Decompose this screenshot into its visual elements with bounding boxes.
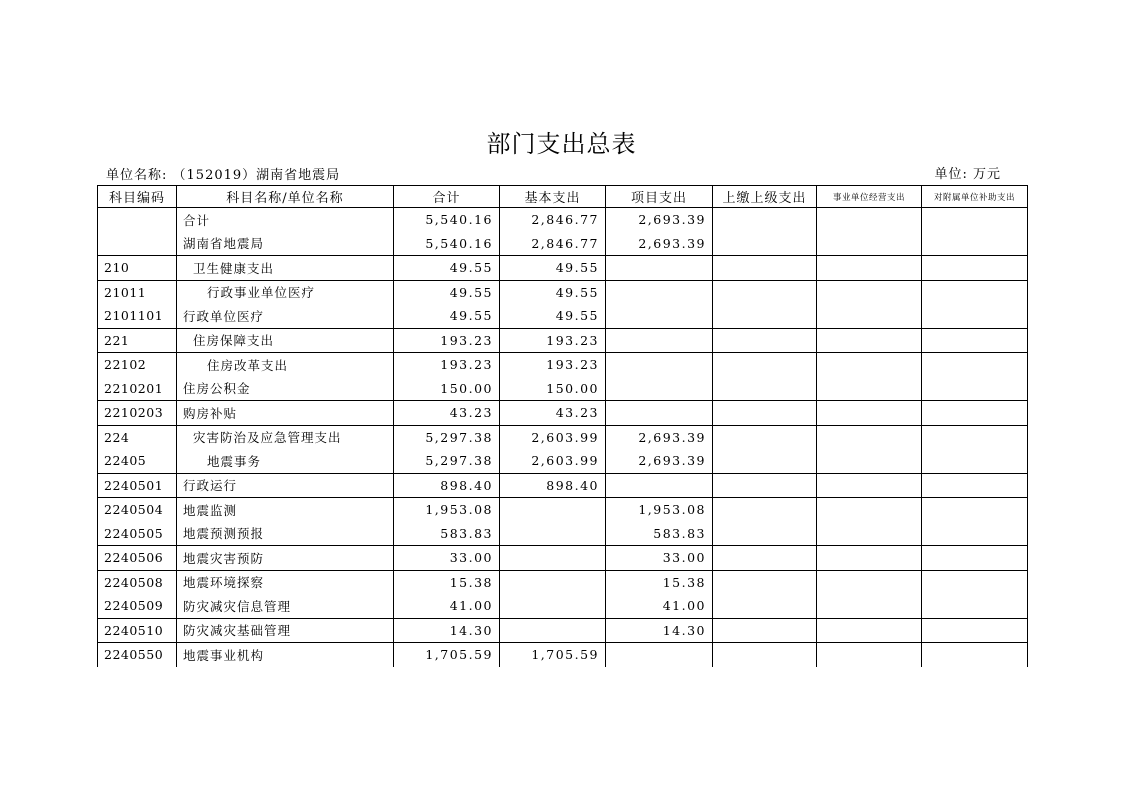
row-name: 地震事业机构: [177, 643, 394, 667]
row-name: 卫生健康支出: [177, 256, 394, 281]
col-header-upper: 上缴上级支出: [713, 186, 817, 208]
row-total: 43.23: [394, 401, 500, 426]
row-code: 2240550: [98, 643, 177, 667]
row-total: 5,540.16: [394, 232, 500, 256]
row-name: 住房改革支出: [177, 353, 394, 377]
row-total: 5,297.38: [394, 425, 500, 449]
row-upper: [713, 425, 817, 449]
row-code: 21011: [98, 280, 177, 304]
col-header-name: 科目名称/单位名称: [177, 186, 394, 208]
page-title: 部门支出总表: [486, 130, 637, 158]
row-project: 2,693.39: [606, 449, 713, 473]
row-name: 防灾减灾信息管理: [177, 594, 394, 618]
table-row: [98, 280, 1028, 304]
table-row: [98, 522, 1028, 546]
row-name: 合计: [177, 208, 394, 232]
table-row: [98, 304, 1028, 328]
table-row: [98, 570, 1028, 594]
row-code: 221: [98, 328, 177, 353]
row-subsidy: [922, 377, 1028, 401]
row-project: 33.00: [606, 546, 713, 571]
row-project: 2,693.39: [606, 232, 713, 256]
row-upper: [713, 594, 817, 618]
row-basic: [500, 570, 606, 594]
table-row: [98, 618, 1028, 643]
row-project: 41.00: [606, 594, 713, 618]
row-project: 583.83: [606, 522, 713, 546]
row-business: [817, 570, 922, 594]
row-project: [606, 473, 713, 498]
row-name: 地震监测: [177, 498, 394, 522]
row-subsidy: [922, 449, 1028, 473]
row-subsidy: [922, 473, 1028, 498]
row-name: 地震预测预报: [177, 522, 394, 546]
row-subsidy: [922, 618, 1028, 643]
row-upper: [713, 353, 817, 377]
row-business: [817, 546, 922, 571]
row-subsidy: [922, 594, 1028, 618]
row-basic: 49.55: [500, 256, 606, 281]
row-business: [817, 498, 922, 522]
unit-name-line: [106, 164, 340, 183]
row-code: 2240509: [98, 594, 177, 618]
table-row: [98, 232, 1028, 256]
table-row: [98, 208, 1028, 232]
table-row: [98, 594, 1028, 618]
row-upper: [713, 377, 817, 401]
row-total: 49.55: [394, 280, 500, 304]
row-upper: [713, 401, 817, 426]
table-row: [98, 353, 1028, 377]
col-header-basic: 基本支出: [500, 186, 606, 208]
row-upper: [713, 328, 817, 353]
row-basic: [500, 546, 606, 571]
row-code: 210: [98, 256, 177, 281]
table-row: [98, 377, 1028, 401]
row-basic: 2,603.99: [500, 425, 606, 449]
row-subsidy: [922, 256, 1028, 281]
row-project: [606, 256, 713, 281]
col-header-subsidy: 对附属单位补助支出: [922, 186, 1028, 208]
row-subsidy: [922, 425, 1028, 449]
row-code: 2240504: [98, 498, 177, 522]
row-subsidy: [922, 643, 1028, 667]
row-business: [817, 232, 922, 256]
row-code: 2101101: [98, 304, 177, 328]
col-header-project: 项目支出: [606, 186, 713, 208]
col-header-business: 事业单位经营支出: [817, 186, 922, 208]
row-basic: 2,846.77: [500, 208, 606, 232]
row-name: 行政事业单位医疗: [177, 280, 394, 304]
row-total: 1,953.08: [394, 498, 500, 522]
row-subsidy: [922, 498, 1028, 522]
row-subsidy: [922, 280, 1028, 304]
row-name: 地震事务: [177, 449, 394, 473]
row-business: [817, 643, 922, 667]
row-upper: [713, 449, 817, 473]
row-subsidy: [922, 328, 1028, 353]
row-upper: [713, 522, 817, 546]
row-project: 2,693.39: [606, 208, 713, 232]
row-basic: 150.00: [500, 377, 606, 401]
row-business: [817, 328, 922, 353]
row-name: 住房保障支出: [177, 328, 394, 353]
row-basic: 898.40: [500, 473, 606, 498]
row-business: [817, 377, 922, 401]
row-total: 41.00: [394, 594, 500, 618]
table-row: [98, 473, 1028, 498]
row-name: 灾害防治及应急管理支出: [177, 425, 394, 449]
row-name: 购房补贴: [177, 401, 394, 426]
row-total: 14.30: [394, 618, 500, 643]
row-basic: 43.23: [500, 401, 606, 426]
row-business: [817, 353, 922, 377]
row-name: 防灾减灾基础管理: [177, 618, 394, 643]
row-basic: 193.23: [500, 353, 606, 377]
table-row: [98, 401, 1028, 426]
row-business: [817, 425, 922, 449]
row-code: 2240508: [98, 570, 177, 594]
row-total: 33.00: [394, 546, 500, 571]
table-row: [98, 449, 1028, 473]
table-body: [98, 208, 1028, 667]
row-code: 2240505: [98, 522, 177, 546]
row-code: [98, 208, 177, 232]
row-total: 49.55: [394, 256, 500, 281]
row-code: 224: [98, 425, 177, 449]
row-total: 898.40: [394, 473, 500, 498]
row-upper: [713, 256, 817, 281]
row-business: [817, 401, 922, 426]
row-subsidy: [922, 522, 1028, 546]
row-project: 15.38: [606, 570, 713, 594]
table-row: [98, 643, 1028, 667]
row-code: 2210203: [98, 401, 177, 426]
row-basic: 49.55: [500, 280, 606, 304]
row-business: [817, 280, 922, 304]
row-total: 49.55: [394, 304, 500, 328]
row-code: 2210201: [98, 377, 177, 401]
row-subsidy: [922, 570, 1028, 594]
table-header-row: [98, 186, 1028, 208]
row-project: 1,953.08: [606, 498, 713, 522]
row-code: 2240506: [98, 546, 177, 571]
row-project: 2,693.39: [606, 425, 713, 449]
row-total: 193.23: [394, 353, 500, 377]
row-basic: [500, 594, 606, 618]
row-basic: [500, 618, 606, 643]
row-basic: 49.55: [500, 304, 606, 328]
row-name: 湖南省地震局: [177, 232, 394, 256]
row-upper: [713, 618, 817, 643]
row-business: [817, 594, 922, 618]
row-basic: 2,846.77: [500, 232, 606, 256]
row-business: [817, 304, 922, 328]
row-upper: [713, 473, 817, 498]
row-upper: [713, 546, 817, 571]
row-upper: [713, 570, 817, 594]
table-row: [98, 546, 1028, 571]
row-subsidy: [922, 353, 1028, 377]
table-row: [98, 256, 1028, 281]
row-basic: 2,603.99: [500, 449, 606, 473]
row-business: [817, 208, 922, 232]
row-code: 2240510: [98, 618, 177, 643]
row-subsidy: [922, 232, 1028, 256]
row-total: 5,297.38: [394, 449, 500, 473]
row-basic: 1,705.59: [500, 643, 606, 667]
table-row: [98, 328, 1028, 353]
row-code: 22405: [98, 449, 177, 473]
row-name: 地震灾害预防: [177, 546, 394, 571]
expenditure-table: [97, 185, 1028, 667]
row-code: 2240501: [98, 473, 177, 498]
row-business: [817, 522, 922, 546]
row-total: 583.83: [394, 522, 500, 546]
row-total: 5,540.16: [394, 208, 500, 232]
row-subsidy: [922, 208, 1028, 232]
unit-label: 单位: 万元: [934, 167, 1001, 182]
row-name: 行政运行: [177, 473, 394, 498]
table-row: [98, 425, 1028, 449]
row-subsidy: [922, 304, 1028, 328]
row-subsidy: [922, 546, 1028, 571]
row-business: [817, 473, 922, 498]
row-upper: [713, 304, 817, 328]
row-business: [817, 449, 922, 473]
row-basic: 193.23: [500, 328, 606, 353]
row-business: [817, 618, 922, 643]
unit-name-value: （152019）湖南省地震局: [172, 168, 341, 183]
row-project: [606, 643, 713, 667]
row-basic: [500, 522, 606, 546]
row-name: 地震环境探察: [177, 570, 394, 594]
row-upper: [713, 280, 817, 304]
row-total: 150.00: [394, 377, 500, 401]
row-total: 1,705.59: [394, 643, 500, 667]
row-name: 住房公积金: [177, 377, 394, 401]
row-upper: [713, 232, 817, 256]
unit-name-label: 单位名称:: [106, 168, 168, 183]
row-subsidy: [922, 401, 1028, 426]
row-upper: [713, 643, 817, 667]
row-total: 193.23: [394, 328, 500, 353]
row-project: [606, 304, 713, 328]
row-code: [98, 232, 177, 256]
row-project: 14.30: [606, 618, 713, 643]
col-header-code: 科目编码: [98, 186, 177, 208]
table-row: [98, 498, 1028, 522]
row-project: [606, 280, 713, 304]
row-business: [817, 256, 922, 281]
col-header-total: 合计: [394, 186, 500, 208]
row-total: 15.38: [394, 570, 500, 594]
row-code: 22102: [98, 353, 177, 377]
row-upper: [713, 498, 817, 522]
row-project: [606, 328, 713, 353]
row-project: [606, 353, 713, 377]
row-upper: [713, 208, 817, 232]
row-name: 行政单位医疗: [177, 304, 394, 328]
row-project: [606, 377, 713, 401]
row-basic: [500, 498, 606, 522]
row-project: [606, 401, 713, 426]
